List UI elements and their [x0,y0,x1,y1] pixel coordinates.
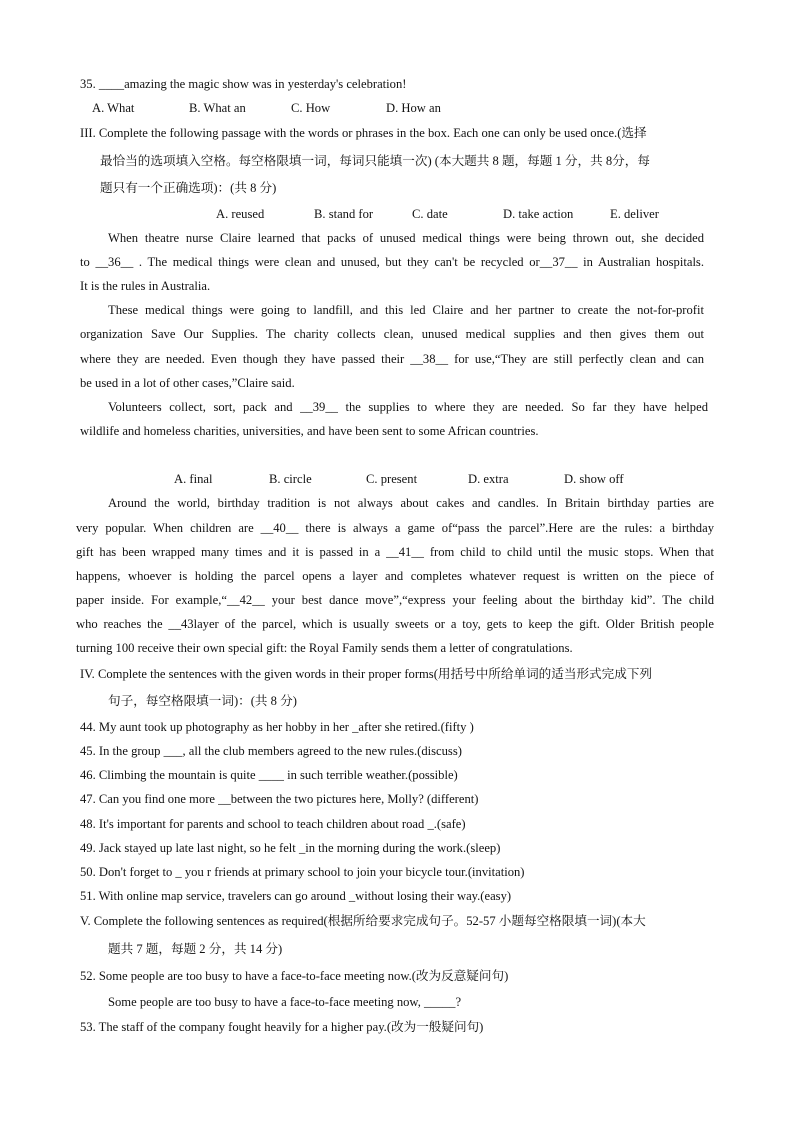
passage-1-line: to __36__ . The medical things were clean and unused, but they can't be recycled or__37__ in Australian hospitals. [80,255,704,269]
question-47: 47. Can you find one more __between the two pictures here, Molly? (different) [80,792,479,806]
section-4-heading: IV. Complete the sentences with the given words in their proper forms(用括号中所给单词的适当形式完成下列 [80,667,653,681]
passage-1-line: When theatre nurse Claire learned that packs of unused medical things were being thrown out, she decided [108,231,704,245]
word-box-1 [216,206,676,222]
passage-1-line: be used in a lot of other cases,”Claire said. [80,376,295,390]
question-48: 48. It's important for parents and school to teach children about road _.(safe) [80,817,466,831]
passage-2-line: happens, whoever is holding the parcel opens a layer and completes whatever request is written on the piece of [76,569,714,583]
question-52: 52. Some people are too busy to have a face-to-face meeting now.(改为反意疑问句) [80,969,509,983]
word-box-1-item: A. reused [216,207,265,221]
question-53: 53. The staff of the company fought heavily for a higher pay.(改为一般疑问句) [80,1020,484,1034]
question-44: 44. My aunt took up photography as her hobby in her _after she retired.(fifty ) [80,720,474,734]
option-b: B. What an [189,101,246,115]
word-box-1-item: C. date [412,207,448,221]
question-46: 46. Climbing the mountain is quite ____ in such terrible weather.(possible) [80,768,458,782]
passage-1-line: It is the rules in Australia. [80,279,211,293]
option-c: C. How [291,101,331,115]
option-d: D. How an [386,101,441,115]
question-51: 51. With online map service, travelers can go around _without losing their way.(easy) [80,889,512,903]
passage-1-line: These medical things were going to landfill, and this led Claire and her partner to create the not-for-profit [108,303,704,317]
question-35-options [92,100,492,116]
question-45: 45. In the group ___, all the club members agreed to the new rules.(discuss) [80,744,462,758]
question-49: 49. Jack stayed up late last night, so he felt _in the morning during the work.(sleep) [80,841,501,855]
passage-1-line: where they are needed. Even though they have passed their __38__ for use,“They are still perfectly clean and can [80,352,704,366]
word-box-1-item: E. deliver [610,207,659,221]
word-box-2 [174,471,644,487]
section-3-heading-cn: 最恰当的选项填入空格。每空格限填一词，每词只能填一次) (本大题共 8 题，每题 1 分，共 8分，每 [100,154,650,168]
word-box-2-item: D. extra [468,472,509,486]
passage-1-line: organization Save Our Supplies. The charity collects clean, unused medical supplies and then gives them out [80,327,704,341]
section-5-heading: V. Complete the following sentences as required(根据所给要求完成句子。52-57 小题每空格限填一词)(本大 [80,914,646,928]
passage-2-line: paper inside. For example,“__42__ your best dance move”,“express your feeling about the birthday kid”. The child [76,593,714,607]
passage-2-line: very popular. When children are __40__ there is always a game of“pass the parcel”.Here are the rules: a birthday [76,521,714,535]
word-box-1-item: D. take action [503,207,574,221]
passage-1-line: Volunteers collect, sort, pack and __39__ the supplies to where they are needed. So far they have helped [108,400,708,414]
question-52-answer-line[interactable]: Some people are too busy to have a face-to-face meeting now, _____? [108,995,462,1009]
word-box-2-item: B. circle [269,472,312,486]
section-5-heading-score: 题共 7 题，每题 2 分，共 14 分) [108,942,283,956]
section-4-heading-cn: 句子，每空格限填一词)：(共 8 分) [108,694,297,708]
passage-1-line: wildlife and homeless charities, universities, and have been sent to some African countries. [80,424,539,438]
passage-2-line: turning 100 receive their own special gift: the Royal Family sends them a letter of congratulations. [76,641,573,655]
word-box-2-item: C. present [366,472,418,486]
passage-2-line: gift has been wrapped many times and it is passed in a __41__ from child to child until the music stops. When that [76,545,714,559]
question-50: 50. Don't forget to _ you r friends at primary school to join your bicycle tour.(invitation) [80,865,525,879]
section-3-heading-score: 题只有一个正确选项)：(共 8 分) [100,181,277,195]
passage-2-line: Around the world, birthday tradition is not always about cakes and candles. In Britain birthday parties are [108,496,714,510]
question-35: 35. ____amazing the magic show was in yesterday's celebration! [80,77,407,91]
word-box-2-item: A. final [174,472,213,486]
word-box-2-item: D. show off [564,472,624,486]
word-box-1-item: B. stand for [314,207,374,221]
option-a: A. What [92,101,135,115]
passage-2-line: who reaches the __43layer of the parcel, which is usually sweets or a toy, gets to keep the gift. Older British people [76,617,714,631]
section-3-heading: III. Complete the following passage with the words or phrases in the box. Each one can only be used once.(选择 [80,126,647,140]
